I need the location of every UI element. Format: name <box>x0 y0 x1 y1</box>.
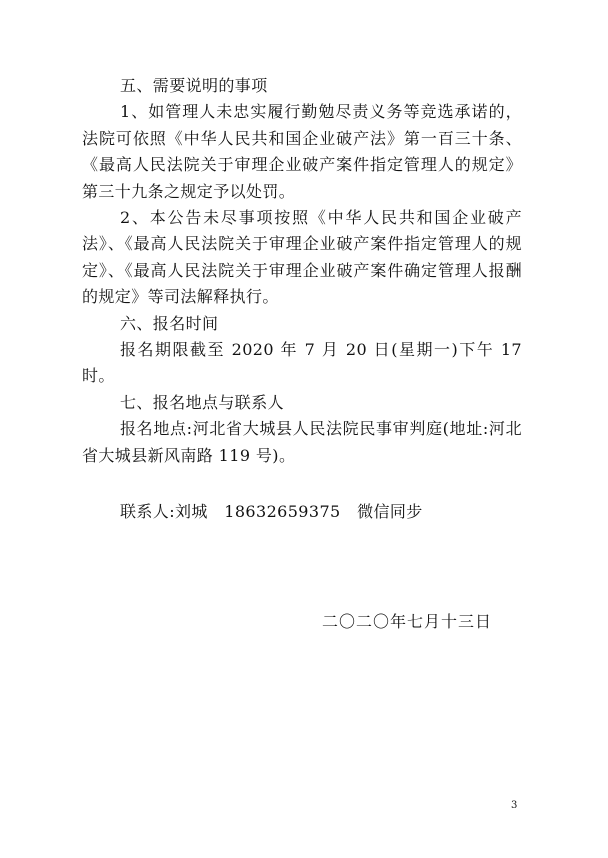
deadline-paragraph: 报名期限截至 2020 年 7 月 20 日(星期一)下午 17 时。 <box>82 340 522 386</box>
section-6-heading: 六、报名时间 <box>120 313 219 333</box>
location-paragraph: 报名地点:河北省大城县人民法院民事审判庭(地址:河北省大城县新风南路 119 号)。 <box>82 419 522 465</box>
section-5-heading: 五、需要说明的事项 <box>120 76 268 95</box>
item-1-paragraph: 1、如管理人未忠实履行勤勉尽责义务等竞选承诺的，法院可依照《中华人民共和国企业破产法》第一百三十条、《最高人民法院关于审理企业破产案件指定管理人的规定》第三十九条之规定予以处罚。 <box>82 102 522 201</box>
blank-line <box>82 469 522 499</box>
contact-line: 联系人:刘城 18632659375 微信同步 <box>120 502 423 522</box>
item-2-paragraph: 2、本公告未尽事项按照《中华人民共和国企业破产法》、《最高人民法院关于审理企业破产案件指定管理人的规定》、《最高人民法院关于审理企业破产案件确定管理人报酬的规定》等司法解释执行。 <box>82 208 522 307</box>
page-number: 3 <box>511 800 518 811</box>
document-body <box>82 73 522 526</box>
document-date: 二〇二〇年七月十三日 <box>322 612 493 631</box>
section-7-heading: 七、报名地点与联系人 <box>120 392 285 412</box>
